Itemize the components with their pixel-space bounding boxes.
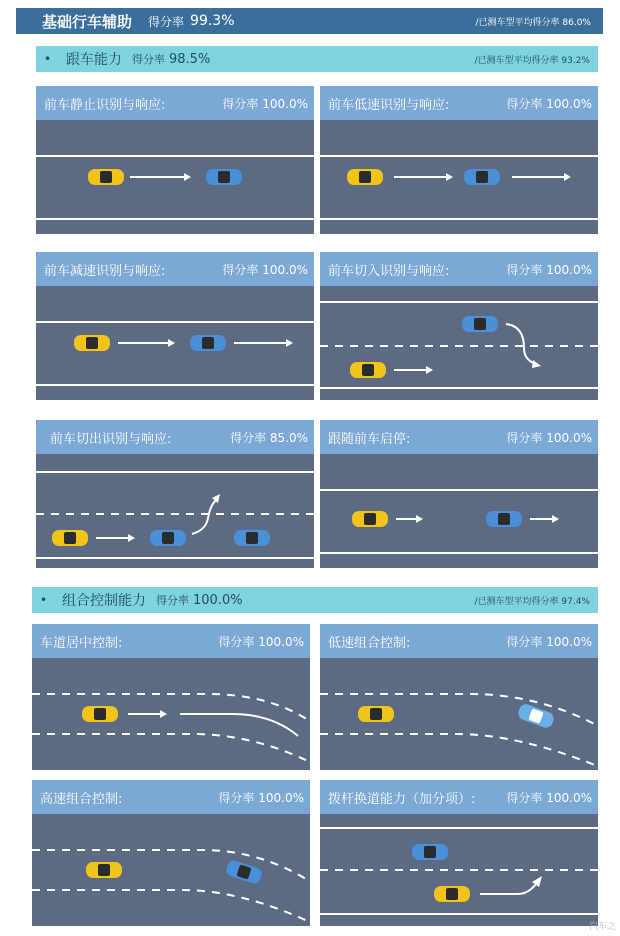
panel-lane-centering [32, 624, 310, 770]
arrow [394, 366, 433, 374]
panel-title-bar [320, 780, 598, 814]
target-car [486, 511, 522, 527]
header-title: 基础行车辅助 [42, 12, 133, 31]
target-car [190, 335, 226, 351]
road-diagram [320, 454, 598, 568]
panel-cut-out [36, 420, 314, 568]
ego-car [350, 362, 386, 378]
arrow [394, 173, 453, 181]
panel-score: 得分率 100.0% [506, 634, 592, 649]
panel-title-bar [320, 624, 598, 658]
panel-title: 车道居中控制: [40, 635, 123, 651]
panel-title: 高速组合控制: [40, 791, 123, 807]
arrow [130, 173, 191, 181]
road-diagram [36, 454, 314, 568]
panel-title: 前车切入识别与响应: [328, 263, 450, 279]
lane-change-arrow [480, 876, 542, 894]
header-score-label: 得分率 [148, 14, 185, 29]
ego-car [74, 335, 110, 351]
header-score-value: 99.3% [190, 13, 235, 29]
panel-title-bar [320, 86, 598, 120]
panel-score: 得分率 100.0% [222, 262, 308, 277]
panel-title: 前车减速识别与响应: [44, 263, 166, 279]
road-diagram [320, 286, 598, 400]
section-following [36, 46, 598, 72]
panel-score: 得分率 100.0% [222, 96, 308, 111]
section-bullet: • [44, 52, 52, 66]
road-diagram [36, 286, 314, 400]
panel-score: 得分率 100.0% [506, 790, 592, 805]
section-title: 组合控制能力 [62, 593, 146, 609]
ego-car [347, 169, 383, 185]
arrow [530, 515, 559, 523]
ego-car [358, 706, 394, 722]
main-header [16, 8, 603, 34]
panel-score: 得分率 85.0% [230, 430, 308, 445]
ego-car [88, 169, 124, 185]
section-average: /已测车型平均得分率 97.4% [474, 596, 590, 607]
ego-car [82, 706, 118, 722]
target-car [412, 844, 448, 860]
panel-score: 得分率 100.0% [218, 790, 304, 805]
panel-title-bar [36, 86, 314, 120]
ego-car [52, 530, 88, 546]
panel-score: 得分率 100.0% [506, 430, 592, 445]
target-car [206, 169, 242, 185]
section-score-label: 得分率 [132, 53, 165, 66]
panel-title: 前车静止识别与响应: [44, 97, 166, 113]
panel-title: 拨杆换道能力（加分项）: [328, 791, 476, 807]
section-score-value: 98.5% [169, 51, 211, 67]
panel-decel-car [36, 252, 314, 400]
section-score-label: 得分率 [156, 594, 189, 607]
panel-high-speed-combined [32, 780, 310, 926]
panel-title: 前车低速识别与响应: [328, 97, 450, 113]
path-line [180, 714, 298, 736]
target-car [464, 169, 500, 185]
panel-static-car [36, 86, 314, 234]
panel-score: 得分率 100.0% [218, 634, 304, 649]
section-bullet: • [40, 593, 48, 607]
section-title: 跟车能力 [66, 52, 122, 68]
ego-car [434, 886, 470, 902]
section-score-value: 100.0% [193, 592, 243, 608]
ego-car [86, 862, 122, 878]
far-car [234, 530, 270, 546]
road-diagram [320, 658, 598, 770]
section-combined-control [32, 587, 598, 613]
road-diagram [32, 658, 310, 770]
arrow [234, 339, 293, 347]
panel-title-bar [32, 624, 310, 658]
target-car [462, 316, 498, 332]
arrow [96, 534, 135, 542]
panel-score: 得分率 100.0% [506, 96, 592, 111]
arrow [396, 515, 423, 523]
panel-title-bar [36, 420, 314, 454]
arrow [512, 173, 571, 181]
panel-lane-change [320, 780, 598, 926]
panel-title: 跟随前车启停: [328, 431, 411, 447]
arrow [128, 710, 167, 718]
section-average: /已测车型平均得分率 93.2% [474, 55, 590, 66]
target-car [224, 859, 263, 885]
panel-title: 前车切出识别与响应: [50, 431, 172, 447]
arrow [118, 339, 175, 347]
panel-title-bar [36, 252, 314, 286]
road-diagram [32, 814, 310, 926]
panel-slow-car [320, 86, 598, 234]
watermark: 汽车之 [588, 922, 616, 932]
panel-low-speed-combined [320, 624, 598, 770]
panel-title-bar [32, 780, 310, 814]
panel-score: 得分率 100.0% [506, 262, 592, 277]
panel-stop-go [320, 420, 598, 568]
ego-car [352, 511, 388, 527]
target-car [150, 530, 186, 546]
header-average: /已测车型平均得分率 86.0% [475, 17, 591, 28]
road-diagram [320, 120, 598, 234]
panel-title-bar [320, 252, 598, 286]
panel-cut-in [320, 252, 598, 400]
road-diagram [36, 120, 314, 234]
road-diagram [320, 814, 598, 926]
panel-title-bar [320, 420, 598, 454]
panel-title: 低速组合控制: [328, 635, 411, 651]
